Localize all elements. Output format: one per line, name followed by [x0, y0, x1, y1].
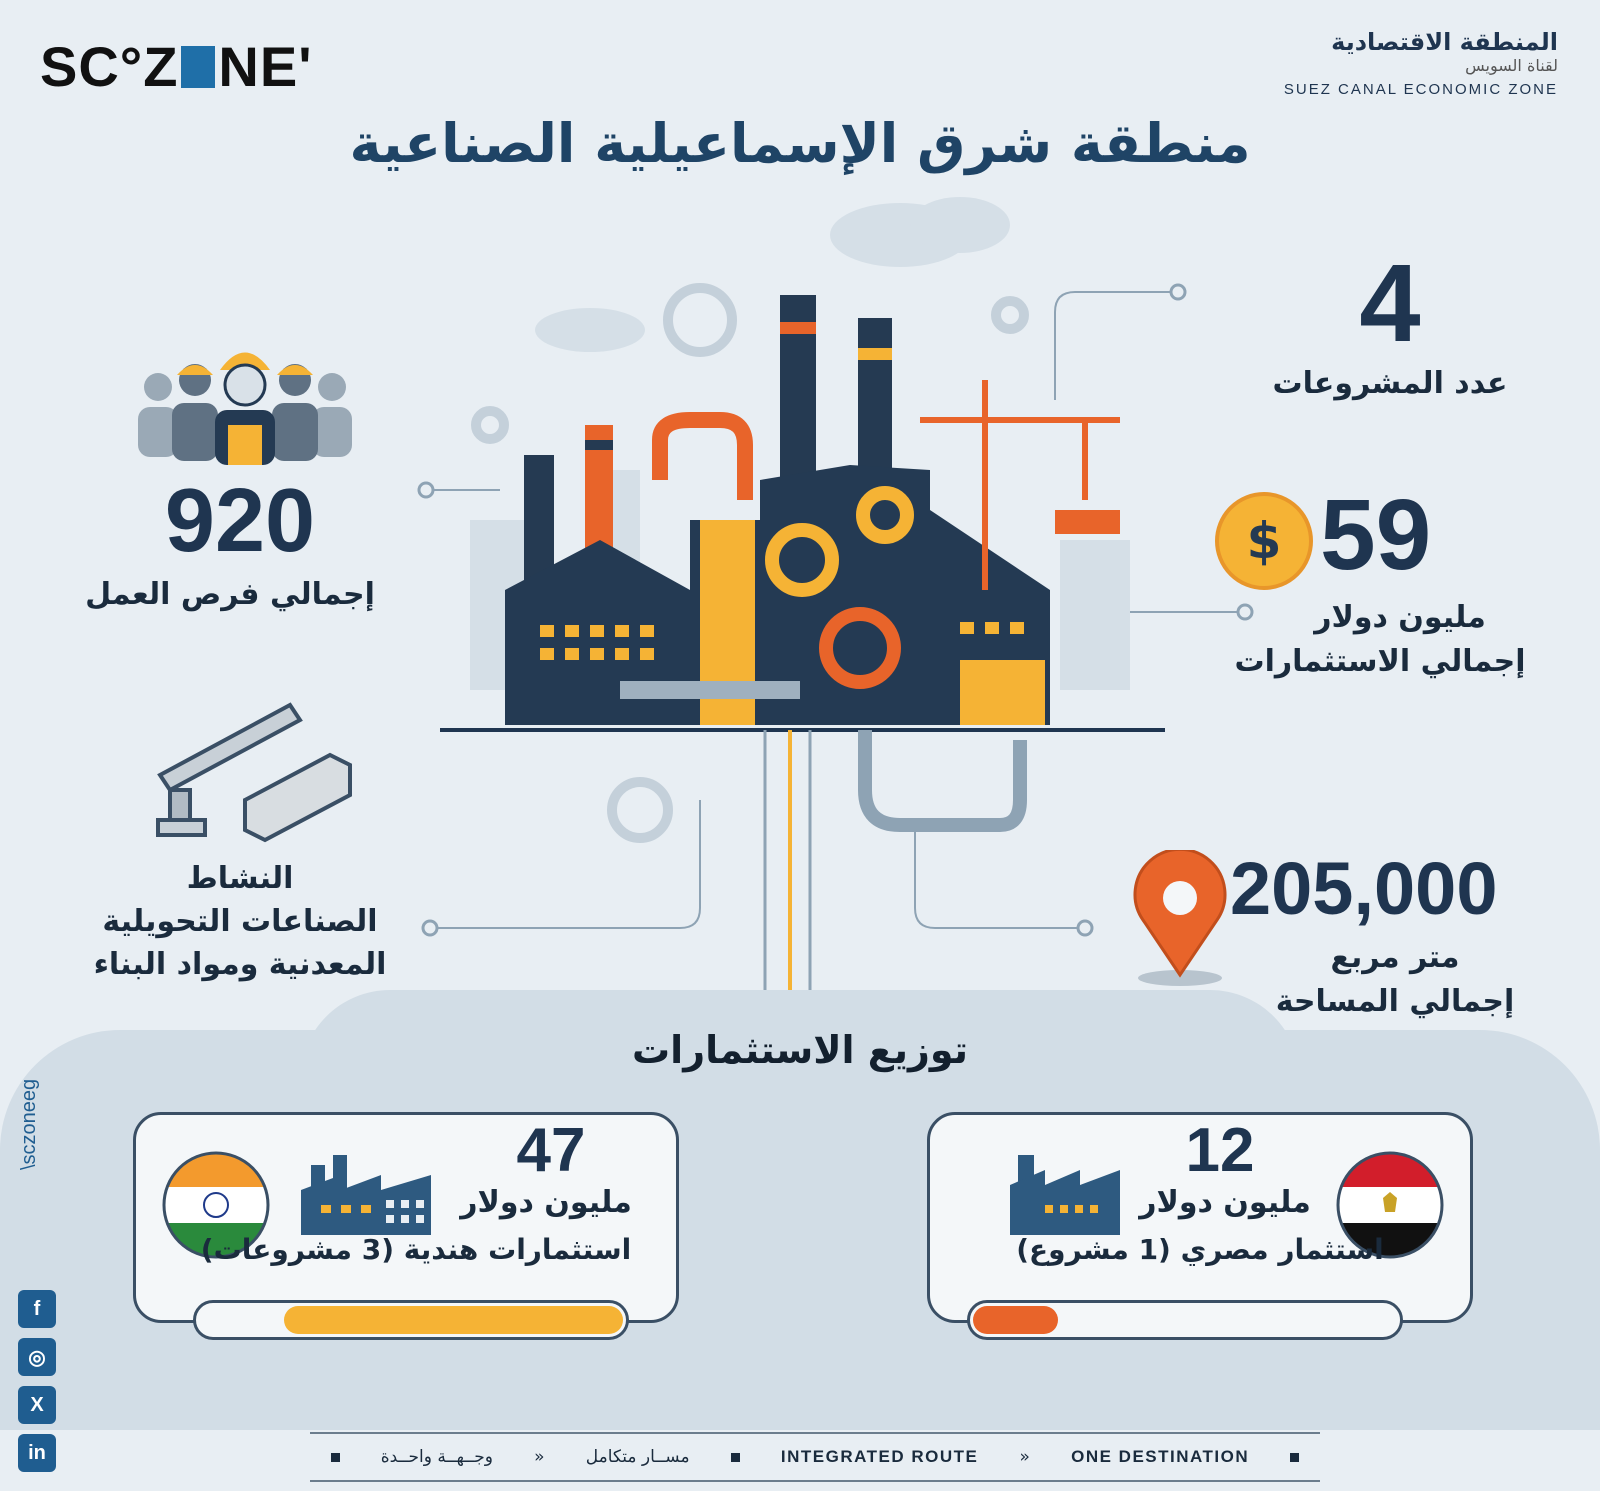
activity-line3: المعدنية ومواد البناء [93, 947, 387, 982]
footer-separator-icon: » [534, 1447, 545, 1467]
egypt-share-bar [967, 1300, 1403, 1340]
activity-line2: الصناعات التحويلية [102, 904, 378, 939]
footer-bullet [1290, 1453, 1299, 1462]
workers-icon [130, 335, 360, 465]
india-value: 47 [516, 1116, 586, 1185]
distribution-title: توزيع الاستثمارات [632, 1028, 968, 1072]
linkedin-icon[interactable]: in [18, 1434, 56, 1472]
social-handle: \sczoneeg [18, 1078, 40, 1170]
footer-ar1: وجــهــة واحــدة [380, 1447, 493, 1467]
jobs-value: 920 [164, 471, 316, 571]
area-unit: متر مربع [1330, 940, 1460, 975]
activity-heading: النشاط [186, 861, 294, 896]
steel-beam-icon [150, 695, 360, 850]
x-icon[interactable]: X [18, 1386, 56, 1424]
logo-text-end: NE' [218, 35, 313, 98]
projects-label: عدد المشروعات [1272, 366, 1508, 401]
investments-label: إجمالي الاستثمارات [1234, 644, 1526, 679]
footer-bullet [331, 1453, 340, 1462]
egypt-investment-card [927, 1112, 1473, 1323]
logo-ar-line1: المنطقة الاقتصادية [1331, 28, 1558, 56]
dollar-coin-icon: $ [1215, 492, 1313, 590]
india-share-bar [193, 1300, 629, 1340]
instagram-icon[interactable]: ◎ [18, 1338, 56, 1376]
egypt-desc: استثمار مصري (1 مشروع) [1016, 1233, 1384, 1266]
logo-ar-line2: لقناة السويس [1465, 56, 1558, 75]
social-icons [18, 1290, 58, 1482]
egypt-share-fill [973, 1306, 1058, 1334]
india-desc: استثمارات هندية (3 مشروعات) [200, 1233, 632, 1266]
logo-text-start: SC°Z [40, 35, 179, 98]
footer-separator-icon: » [1019, 1447, 1030, 1467]
area-value: 205,000 [1230, 847, 1498, 930]
india-unit: مليون دولار [460, 1185, 632, 1220]
investments-unit: مليون دولار [1314, 600, 1486, 635]
area-label: إجمالي المساحة [1275, 984, 1515, 1019]
location-pin-icon [1125, 850, 1235, 990]
egypt-value: 12 [1185, 1116, 1255, 1185]
footer-en2: ONE DESTINATION [1071, 1447, 1250, 1466]
india-share-fill [284, 1306, 623, 1334]
jobs-label: إجمالي فرص العمل [85, 577, 375, 612]
projects-value: 4 [1359, 242, 1421, 365]
facebook-icon[interactable]: f [18, 1290, 56, 1328]
footer-ar2: مســار متكامل [585, 1447, 690, 1467]
logo-en: SUEZ CANAL ECONOMIC ZONE [1283, 81, 1558, 98]
footer-bullet [731, 1453, 740, 1462]
page-title: منطقة شرق الإسماعيلية الصناعية [349, 112, 1251, 175]
footer-en1: INTEGRATED ROUTE [780, 1447, 979, 1466]
footer-tagline [310, 1432, 1320, 1482]
egypt-unit: مليون دولار [1139, 1185, 1311, 1220]
investments-value: 59 [1320, 479, 1432, 591]
india-investment-card [133, 1112, 679, 1323]
factory-small-icon [301, 1145, 431, 1235]
factory-small-icon-2 [1010, 1135, 1120, 1235]
